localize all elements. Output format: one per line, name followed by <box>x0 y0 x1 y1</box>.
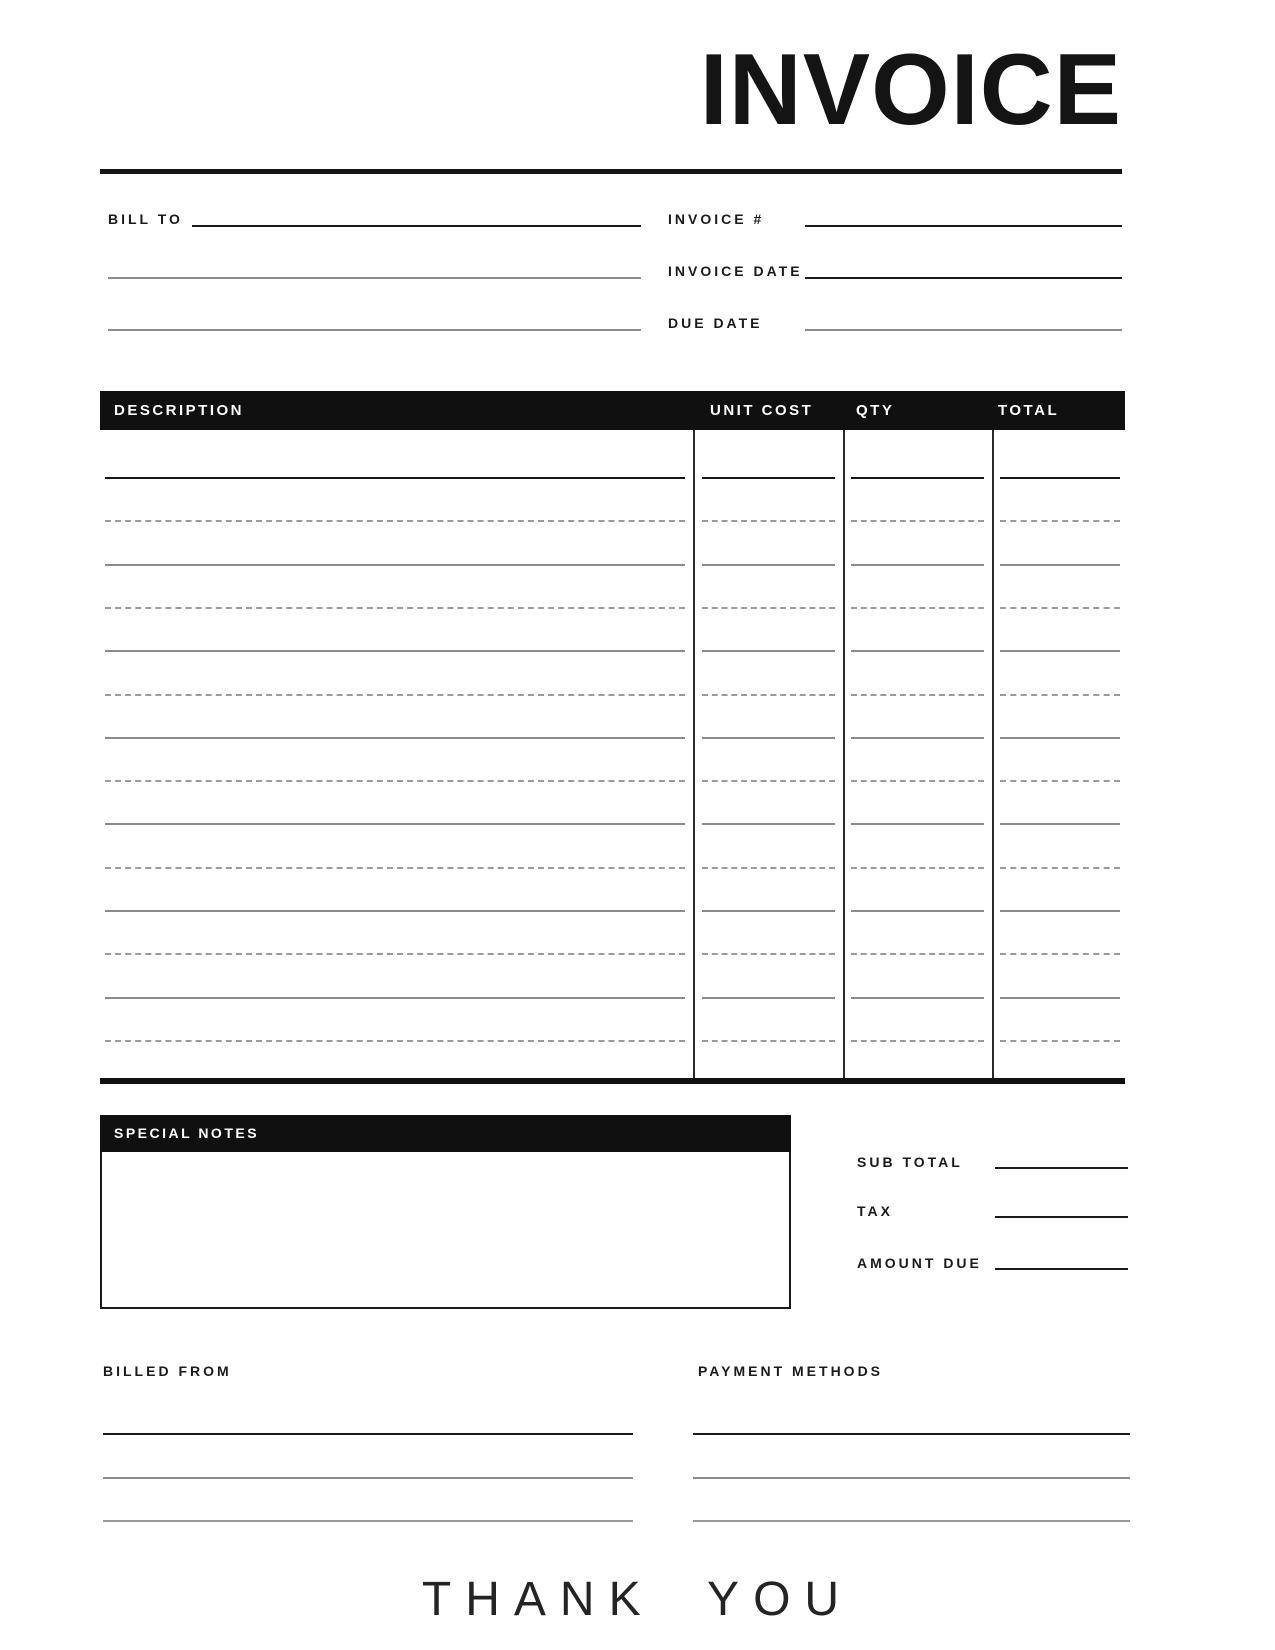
table-cell-line <box>1000 477 1120 479</box>
column-header-unit-cost: UNIT COST <box>710 402 814 419</box>
table-cell-line <box>851 520 984 522</box>
items-table-header <box>100 391 1125 430</box>
table-cell-line <box>105 477 685 479</box>
column-header-qty: QTY <box>856 402 895 419</box>
table-cell-line <box>105 607 685 609</box>
table-cell-line <box>851 997 984 999</box>
table-cell-line <box>1000 823 1120 825</box>
table-cell-line <box>702 910 835 912</box>
table-cell-line <box>1000 694 1120 696</box>
table-cell-line <box>702 953 835 955</box>
table-cell-line <box>702 564 835 566</box>
sub-total-label: SUB TOTAL <box>857 1154 963 1170</box>
table-cell-line <box>851 1040 984 1042</box>
payment-methods-line-2 <box>693 1477 1130 1479</box>
special-notes-label: SPECIAL NOTES <box>114 1125 260 1141</box>
thank-you-message: THANK YOU <box>421 1573 854 1626</box>
table-cell-line <box>851 867 984 869</box>
table-cell-line <box>851 477 984 479</box>
table-cell-line <box>702 1040 835 1042</box>
table-cell-line <box>702 997 835 999</box>
invoice-number-label: INVOICE # <box>668 211 765 227</box>
column-separator <box>992 430 994 1078</box>
bill-to-line-1 <box>192 225 641 227</box>
table-cell-line <box>702 867 835 869</box>
billed-from-line-3 <box>103 1520 633 1522</box>
amount-due-label: AMOUNT DUE <box>857 1255 982 1271</box>
table-cell-line <box>105 564 685 566</box>
table-cell-line <box>702 694 835 696</box>
bill-to-line-3 <box>108 329 641 331</box>
due-date-label: DUE DATE <box>668 315 763 331</box>
special-notes-header <box>100 1115 791 1152</box>
tax-line <box>995 1216 1128 1218</box>
table-cell-line <box>105 780 685 782</box>
table-cell-line <box>702 520 835 522</box>
table-cell-line <box>105 1040 685 1042</box>
tax-label: TAX <box>857 1203 893 1219</box>
table-cell-line <box>851 650 984 652</box>
page-title: INVOICE <box>699 34 1122 146</box>
table-cell-line <box>105 910 685 912</box>
table-cell-line <box>1000 520 1120 522</box>
table-cell-line <box>105 997 685 999</box>
special-notes-box <box>100 1152 791 1309</box>
table-cell-line <box>851 737 984 739</box>
invoice-date-label: INVOICE DATE <box>668 263 803 279</box>
due-date-line <box>805 329 1122 331</box>
column-separator <box>843 430 845 1078</box>
table-cell-line <box>1000 564 1120 566</box>
items-table <box>100 391 1125 1084</box>
table-cell-line <box>851 953 984 955</box>
table-cell-line <box>105 953 685 955</box>
payment-methods-line-3 <box>693 1520 1130 1522</box>
table-cell-line <box>851 564 984 566</box>
table-cell-line <box>1000 650 1120 652</box>
table-cell-line <box>702 737 835 739</box>
table-cell-line <box>1000 607 1120 609</box>
table-cell-line <box>105 867 685 869</box>
payment-methods-line-1 <box>693 1433 1130 1435</box>
table-cell-line <box>702 607 835 609</box>
table-cell-line <box>105 737 685 739</box>
table-cell-line <box>1000 737 1120 739</box>
bill-to-line-2 <box>108 277 641 279</box>
table-cell-line <box>1000 953 1120 955</box>
table-cell-line <box>851 780 984 782</box>
amount-due-line <box>995 1268 1128 1270</box>
billed-from-line-1 <box>103 1433 633 1435</box>
table-cell-line <box>851 607 984 609</box>
column-header-total: TOTAL <box>998 402 1060 419</box>
table-cell-line <box>105 520 685 522</box>
table-cell-line <box>702 477 835 479</box>
table-cell-line <box>105 823 685 825</box>
billed-from-label: BILLED FROM <box>103 1363 232 1379</box>
table-cell-line <box>1000 867 1120 869</box>
table-cell-line <box>1000 1040 1120 1042</box>
table-cell-line <box>105 650 685 652</box>
table-cell-line <box>1000 997 1120 999</box>
table-cell-line <box>105 694 685 696</box>
invoice-date-line <box>805 277 1122 279</box>
table-cell-line <box>702 780 835 782</box>
billed-from-line-2 <box>103 1477 633 1479</box>
table-cell-line <box>851 910 984 912</box>
items-table-body <box>100 430 1125 1078</box>
table-cell-line <box>702 823 835 825</box>
sub-total-line <box>995 1167 1128 1169</box>
column-header-description: DESCRIPTION <box>114 402 245 419</box>
payment-methods-label: PAYMENT METHODS <box>698 1363 884 1379</box>
table-cell-line <box>702 650 835 652</box>
table-cell-line <box>1000 780 1120 782</box>
table-cell-line <box>851 694 984 696</box>
top-divider <box>100 169 1122 174</box>
table-cell-line <box>1000 910 1120 912</box>
table-cell-line <box>851 823 984 825</box>
column-separator <box>693 430 695 1078</box>
invoice-number-line <box>805 225 1122 227</box>
bill-to-label: BILL TO <box>108 211 183 227</box>
items-table-bottom-border <box>100 1078 1125 1084</box>
